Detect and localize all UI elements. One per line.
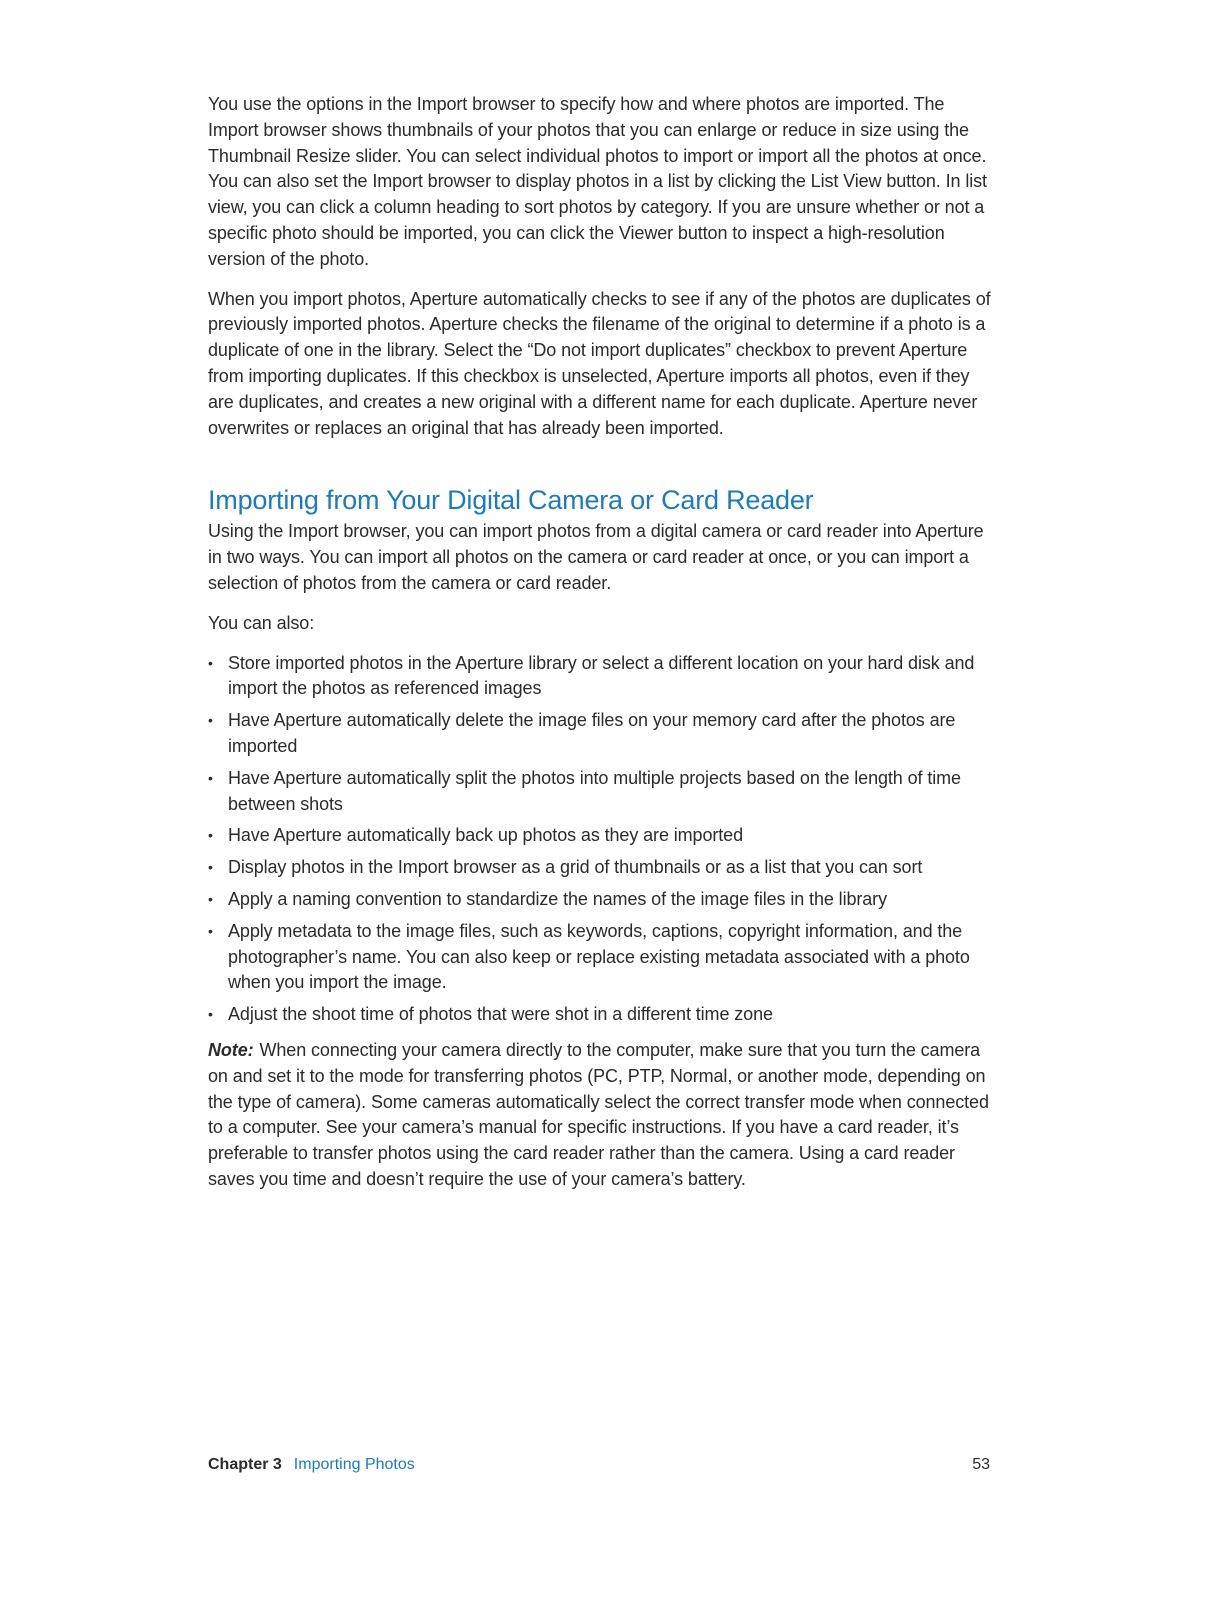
list-item	[208, 887, 998, 913]
list-item	[208, 1002, 998, 1028]
list-item	[208, 919, 998, 996]
list-item	[208, 823, 998, 849]
list-item-text: Apply a naming convention to standardize the names of the image files in the library	[228, 888, 887, 909]
list-item-text: Have Aperture automatically back up photos as they are imported	[228, 825, 743, 846]
footer-chapter-title-link[interactable]: Importing Photos	[293, 1456, 415, 1473]
list-item-text: Adjust the shoot time of photos that were shot in a different time zone	[228, 1004, 773, 1025]
list-item	[208, 651, 998, 703]
note-paragraph	[208, 1038, 998, 1193]
list-item	[208, 766, 998, 818]
list-item	[208, 855, 998, 881]
paragraph-import-browser-options: You use the options in the Import browser to specify how and where photos are imported. The Import browser shows thumbnails of your photos that you can enlarge or reduce in size using the Thumbnail Resize slider. You can select individual photos to import or import all the photos at once. You can also set the Import browser to display photos in a list by clicking the List View button. In list view, you can click a column heading to sort photos by category. If you are unsure whether or not a specific photo should be imported, you can click the Viewer button to inspect a high-resolution version of the photo.	[208, 94, 987, 269]
bullet-icon: •	[208, 859, 213, 876]
list-item-text: Store imported photos in the Aperture library or select a different location on your hard disk and import the photos as referenced images	[228, 652, 975, 699]
paragraph-duplicate-check: When you import photos, Aperture automatically checks to see if any of the photos are duplicates of previously imported photos. Aperture checks the filename of the original to determine if a photo is a duplicate of one in the library. Select the “Do not import duplicates” checkbox to prevent Aperture from importing duplicates. If this checkbox is unselected, Aperture imports all photos, even if they are duplicates, and creates a new original with a different name for each duplicate. Aperture never overwrites or replaces an original that has already been imported.	[208, 288, 991, 438]
bullet-icon: •	[208, 827, 213, 844]
bullet-icon: •	[208, 1006, 213, 1023]
page-content	[208, 92, 998, 1207]
bullet-icon: •	[208, 712, 213, 729]
list-item-text: Have Aperture automatically delete the image files on your memory card after the photos are imported	[228, 710, 956, 756]
options-list	[208, 651, 998, 1028]
bullet-icon: •	[208, 654, 213, 671]
list-lead-in: You can also:	[208, 612, 315, 633]
bullet-icon: •	[208, 890, 213, 907]
bullet-icon: •	[208, 922, 213, 939]
bullet-icon: •	[208, 769, 213, 786]
note-text: When connecting your camera directly to the computer, make sure that you turn the camera on and set it to the mode for transferring photos (PC, PTP, Normal, or another mode, depending on the type of camera). Some cameras automatically select the correct transfer mode when connected to a computer. See your camera’s manual for specific instructions. If you have a card reader, it’s preferable to transfer photos using the card reader rather than the camera. Using a card reader saves you time and doesn’t require the use of your camera’s battery.	[208, 1039, 989, 1189]
footer-page-number: 53	[972, 1456, 990, 1473]
page-footer	[208, 1454, 990, 1476]
list-item-text: Apply metadata to the image files, such as keywords, captions, copyright information, and the photographer’s name. You can also keep or replace existing metadata associated with a photo when you import the image.	[228, 920, 970, 993]
section-heading: Importing from Your Digital Camera or Card Reader	[208, 485, 814, 516]
footer-chapter-label: Chapter 3	[208, 1456, 282, 1473]
list-item-text: Have Aperture automatically split the photos into multiple projects based on the length of time between shots	[228, 767, 961, 814]
section-intro: Using the Import browser, you can import photos from a digital camera or card reader into Aperture in two ways. You can import all photos on the camera or card reader at once, or you can import a selection of photos from the camera or card reader.	[208, 521, 984, 593]
note-label: Note:	[208, 1039, 254, 1060]
list-item	[208, 708, 998, 760]
list-item-text: Display photos in the Import browser as a grid of thumbnails or as a list that you can sort	[228, 857, 923, 878]
